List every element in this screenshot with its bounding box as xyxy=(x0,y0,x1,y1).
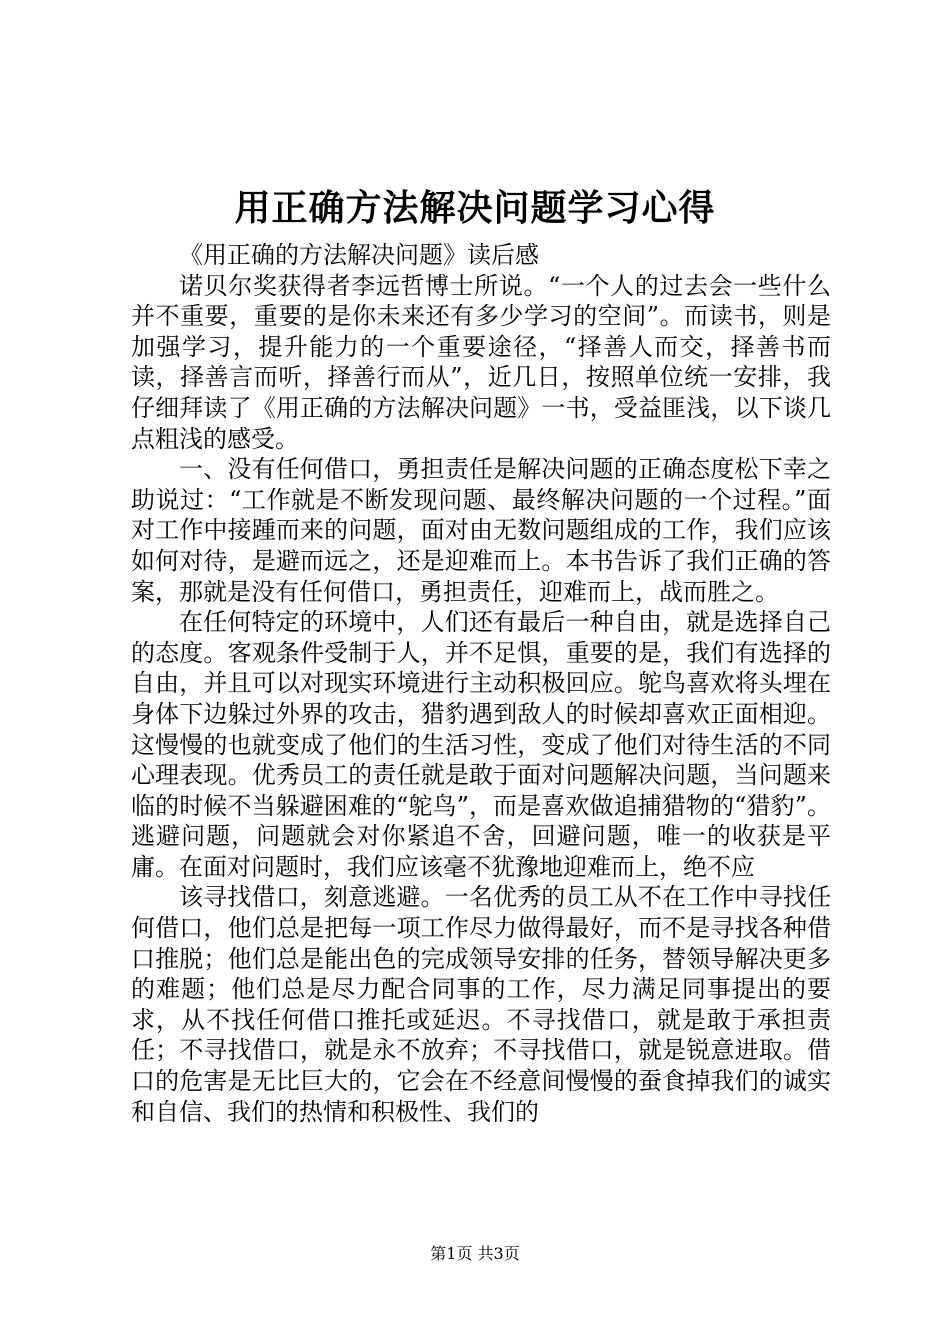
document-title: 用正确方法解决问题学习心得 xyxy=(234,187,716,229)
page-number-footer: 第1页 共3页 xyxy=(430,1244,520,1263)
paragraph-subtitle: 《用正确的方法解决问题》读后感 xyxy=(179,241,539,269)
paragraph-4: 该寻找借口，刻意逃避。一名优秀的员工从不在工作中寻找任何借口，他们总是把每一项工作尽力做得最好，而不是寻找各种借口推脱；他们总是能出色的完成领导安排的任务，替领导解决更多的难题；他们总是尽力配合同事的工作，尽力满足同事提出的要求，从不找任何借口推托或延迟。不寻找借口，就是敢于承担责任；不寻找借口，就是永不放弃；不寻找借口，就是锐意进取。借口的危害是无比巨大的，它会在不经意间慢慢的蚕食掉我们的诚实和自信、我们的热情和积极性、我们的 xyxy=(131,883,831,1126)
paragraph-1: 诺贝尔奖获得者李远哲博士所说。“一个人的过去会一些什么并不重要，重要的是你未来还有多少学习的空间”。而读书，则是加强学习，提升能力的一个重要途径，“择善人而交，择善书而读，择善言而听，择善行而从”，近几日，按照单位统一安排，我仔细拜读了《用正确的方法解决问题》一书，受益匪浅，以下谈几点粗浅的感受。 xyxy=(131,271,831,453)
paragraph-2: 一、没有任何借口，勇担责任是解决问题的正确态度松下幸之助说过：“工作就是不断发现问题、最终解决问题的一个过程。”面对工作中接踵而来的问题，面对由无数问题组成的工作，我们应该如何对待，是避而远之，还是迎难而上。本书告诉了我们正确的答案，那就是没有任何借口，勇担责任，迎难而上，战而胜之。 xyxy=(131,455,831,606)
paragraph-3: 在任何特定的环境中，人们还有最后一种自由，就是选择自己的态度。客观条件受制于人，并不足惧，重要的是，我们有选择的自由，并且可以对现实环境进行主动积极回应。鸵鸟喜欢将头埋在身体下边躲过外界的攻击，猎豹遇到敌人的时候却喜欢正面相迎。这慢慢的也就变成了他们的生活习性，变成了他们对待生活的不同心理表现。优秀员工的责任就是敢于面对问题解决问题，当问题来临的时候不当躲避困难的“鸵鸟”，而是喜欢做追捕猎物的“猎豹”。逃避问题，问题就会对你紧追不舍，回避问题，唯一的收获是平庸。在面对问题时，我们应该毫不犹豫地迎难而上，绝不应 xyxy=(131,608,831,881)
document-body xyxy=(131,240,831,1127)
